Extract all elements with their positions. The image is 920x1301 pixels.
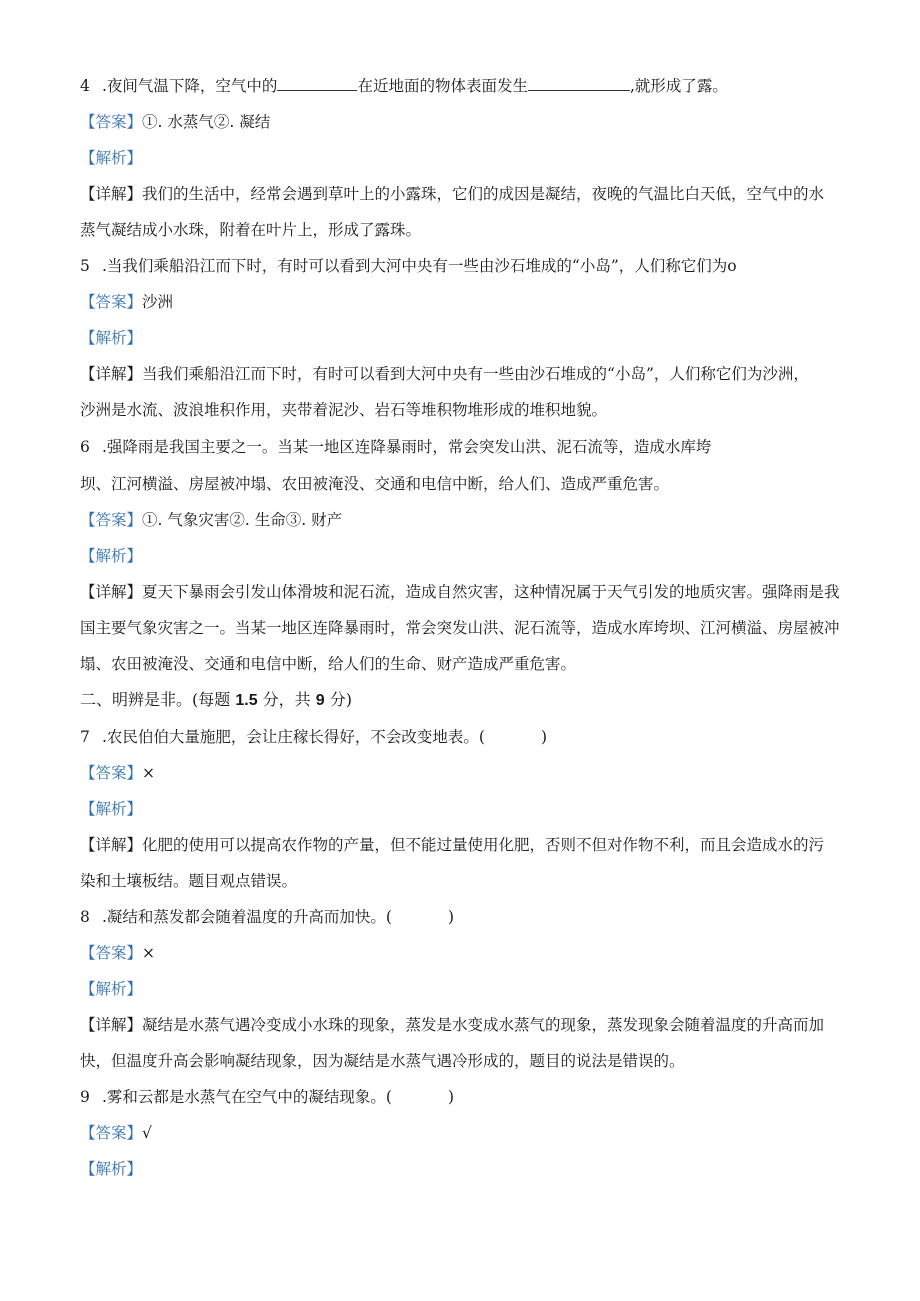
- section-score: 1.5: [235, 692, 258, 709]
- answer-line: [80, 763, 155, 783]
- answer-tag: 【答案】: [80, 293, 143, 311]
- analysis-line: [80, 546, 142, 566]
- answer-text: ×: [142, 944, 156, 962]
- question-text: .凝结和蒸发都会随着温度的升高而加快。(: [102, 908, 392, 926]
- section-total: 9: [315, 692, 325, 709]
- detail-line: [80, 220, 421, 240]
- detail-tag: 【详解】: [80, 1016, 143, 1034]
- question-4: [80, 76, 728, 96]
- answer-line: [80, 292, 173, 312]
- detail-text: 化肥的使用可以提高农作物的产量，但不能过量使用化肥，否则不但对作物不利，而且会造成水的污: [142, 836, 825, 854]
- analysis-line: [80, 799, 142, 819]
- answer-text: ×: [142, 764, 156, 782]
- detail-line: [80, 871, 297, 891]
- section-heading-mid: 分，共: [257, 690, 316, 709]
- question-6-continued: [80, 474, 669, 494]
- detail-line: [80, 400, 607, 420]
- detail-line: [80, 654, 576, 674]
- analysis-tag: 【解析】: [80, 329, 143, 347]
- detail-line: [80, 618, 840, 638]
- answer-line: [80, 1123, 152, 1143]
- answer-line: [80, 510, 342, 530]
- answer-text: 沙洲: [142, 293, 174, 311]
- close-paren: ): [447, 908, 455, 926]
- question-number: 9: [80, 1088, 90, 1106]
- answer-tag: 【答案】: [80, 1124, 143, 1142]
- detail-line: [80, 1051, 685, 1071]
- analysis-tag: 【解析】: [80, 980, 143, 998]
- analysis-line: [80, 148, 142, 168]
- detail-text: 我们的生活中，经常会遇到草叶上的小露珠，它们的成因是凝结，夜晚的气温比白天低，空气中的水: [142, 185, 825, 203]
- question-text-middle: 在近地面的物体表面发生: [357, 77, 528, 95]
- detail-tag: 【详解】: [80, 185, 143, 203]
- question-text: .雾和云都是水蒸气在空气中的凝结现象。(: [102, 1088, 392, 1106]
- analysis-line: [80, 979, 142, 999]
- close-paren: ): [447, 1088, 455, 1106]
- question-8: [80, 907, 454, 927]
- section-heading-suffix: 分): [324, 690, 353, 709]
- answer-blank: [277, 76, 357, 91]
- answer-text: √: [142, 1124, 152, 1142]
- answer-tag: 【答案】: [80, 944, 143, 962]
- question-text: .当我们乘船沿江而下时，有时可以看到大河中央有一些由沙石堆成的“小岛”，人们称它们为ο: [102, 257, 737, 275]
- answer-line: [80, 112, 270, 132]
- section-heading-prefix: 二、明辨是非。(每题: [80, 690, 236, 709]
- question-text-prefix: .夜间气温下降，空气中的: [102, 77, 278, 95]
- detail-text: 夏天下暴雨会引发山体滑坡和泥石流，造成自然灾害，这种情况属于天气引发的地质灾害。强降雨是我: [142, 583, 840, 601]
- question-number: 5: [80, 257, 90, 275]
- analysis-tag: 【解析】: [80, 1160, 143, 1178]
- detail-text: 快，但温度升高会影响凝结现象，因为凝结是水蒸气遇冷形成的，题目的说法是错误的。: [80, 1052, 685, 1070]
- analysis-line: [80, 1159, 142, 1179]
- question-text: 坝、江河横溢、房屋被冲塌、农田被淹没、交通和电信中断，给人们、造成严重危害。: [80, 475, 670, 493]
- question-6: [80, 437, 711, 457]
- question-number: 8: [80, 908, 90, 926]
- detail-tag: 【详解】: [80, 836, 143, 854]
- detail-tag: 【详解】: [80, 583, 143, 601]
- detail-line: [80, 184, 824, 204]
- answer-text: ①. 水蒸气②. 凝结: [142, 113, 271, 131]
- question-number: 6: [80, 438, 90, 456]
- detail-text: 国主要气象灾害之一。当某一地区连降暴雨时，常会突发山洪、泥石流等，造成水库垮坝、江河横溢、房屋被冲: [80, 619, 840, 637]
- question-7: [80, 727, 547, 747]
- detail-line: [80, 364, 809, 384]
- answer-blank: [528, 76, 630, 91]
- detail-text: 染和土壤板结。题目观点错误。: [80, 872, 298, 890]
- detail-text: 沙洲是水流、波浪堆积作用，夹带着泥沙、岩石等堆积物堆形成的堆积地貌。: [80, 401, 608, 419]
- analysis-line: [80, 328, 142, 348]
- detail-text: 当我们乘船沿江而下时，有时可以看到大河中央有一些由沙石堆成的“小岛”，人们称它们为沙洲，: [142, 365, 809, 383]
- answer-text: ①. 气象灾害②. 生命③. 财产: [142, 511, 343, 529]
- question-number: 7: [80, 728, 90, 746]
- question-text: .强降雨是我国主要之一。当某一地区连降暴雨时，常会突发山洪、泥石流等，造成水库垮: [102, 438, 712, 456]
- detail-text: 蒸气凝结成小水珠，附着在叶片上，形成了露珠。: [80, 221, 422, 239]
- question-text: .农民伯伯大量施肥，会让庄稼长得好，不会改变地表。(: [102, 728, 485, 746]
- analysis-tag: 【解析】: [80, 149, 143, 167]
- question-5: [80, 256, 737, 276]
- detail-text: 塌、农田被淹没、交通和电信中断，给人们的生命、财产造成严重危害。: [80, 655, 577, 673]
- answer-tag: 【答案】: [80, 511, 143, 529]
- detail-line: [80, 1015, 824, 1035]
- analysis-tag: 【解析】: [80, 800, 143, 818]
- close-paren: ): [540, 728, 548, 746]
- question-text-suffix: ,就形成了露。: [629, 77, 728, 95]
- question-number: 4: [80, 77, 90, 95]
- detail-text: 凝结是水蒸气遇冷变成小水珠的现象，蒸发是水变成水蒸气的现象，蒸发现象会随着温度的升高而加: [142, 1016, 825, 1034]
- analysis-tag: 【解析】: [80, 547, 143, 565]
- detail-tag: 【详解】: [80, 365, 143, 383]
- answer-line: [80, 943, 155, 963]
- detail-line: [80, 582, 840, 602]
- question-9: [80, 1087, 454, 1107]
- detail-line: [80, 835, 824, 855]
- answer-tag: 【答案】: [80, 764, 143, 782]
- answer-tag: 【答案】: [80, 113, 143, 131]
- section-heading: [80, 690, 352, 711]
